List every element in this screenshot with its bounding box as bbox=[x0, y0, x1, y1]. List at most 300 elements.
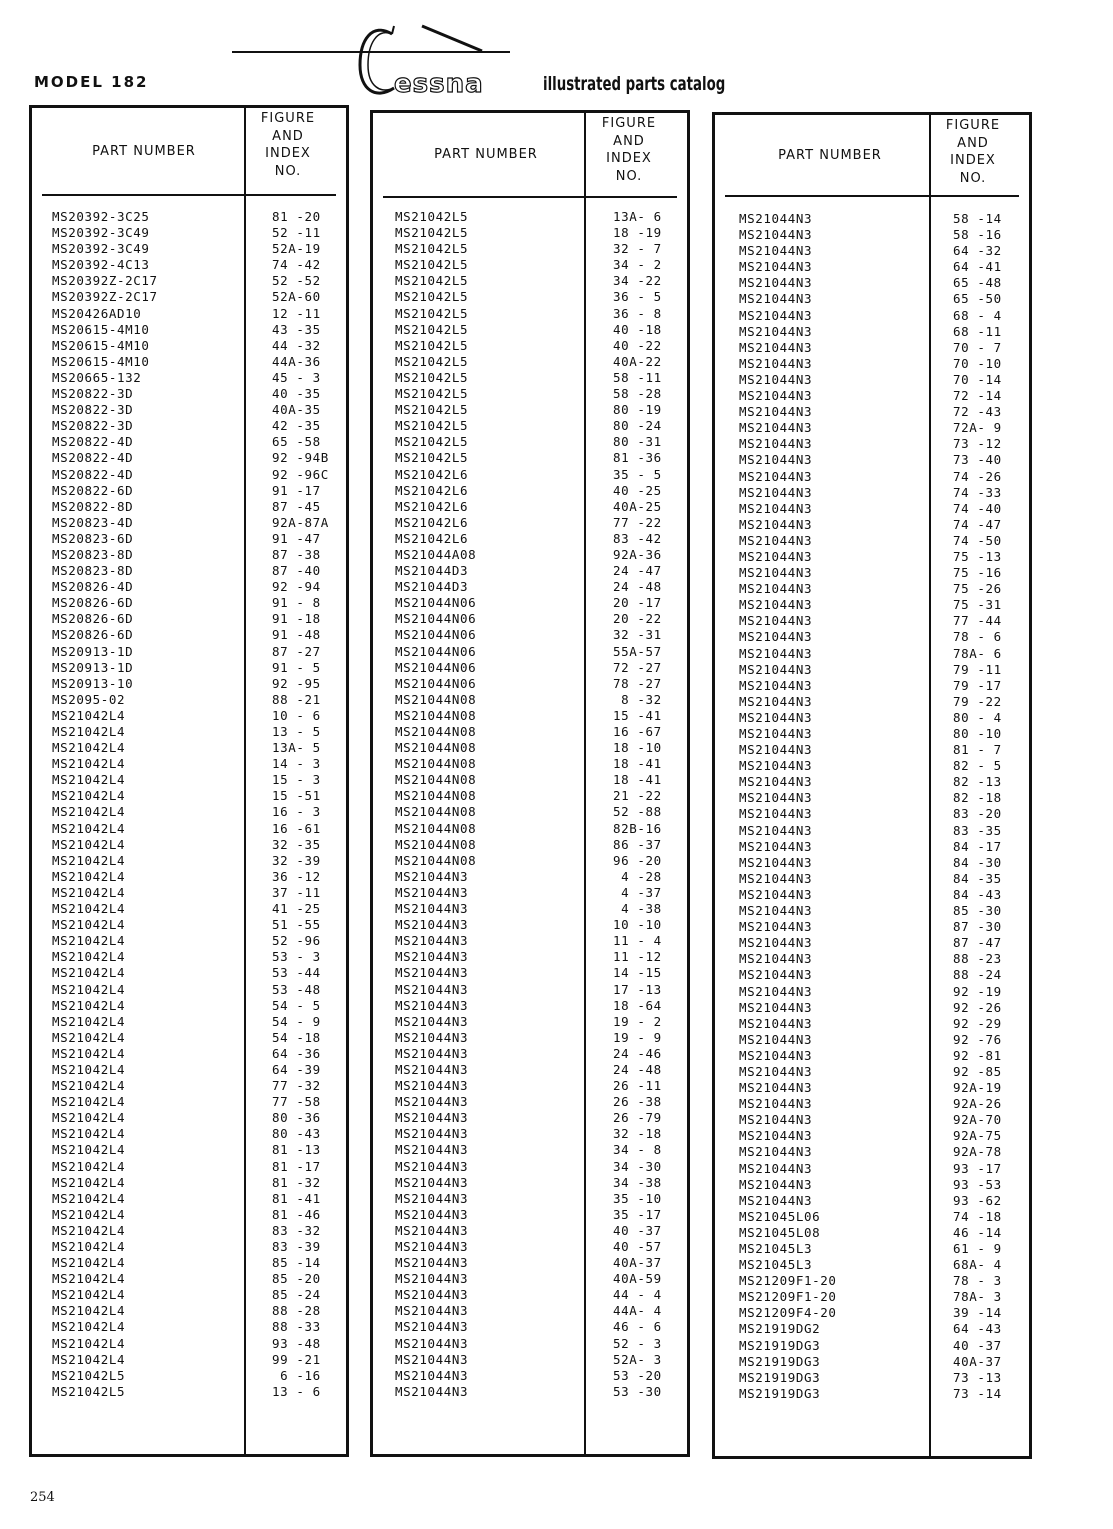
figure-index-cell: 15 -41 bbox=[613, 707, 662, 723]
figure-index-cell: 18 -41 bbox=[613, 772, 662, 788]
part-number-cell: MS21044N3 bbox=[395, 1174, 469, 1190]
part-number-cell: MS21044N3 bbox=[739, 1096, 813, 1112]
figure-index-cell: 53 -30 bbox=[613, 1383, 662, 1399]
part-number-header: PART NUMBER bbox=[434, 147, 538, 162]
figure-index-cell: 35 -10 bbox=[613, 1190, 662, 1206]
part-number-cell: MS21044N3 bbox=[395, 1303, 469, 1319]
figure-index-cell: 58 -28 bbox=[613, 386, 662, 402]
figure-index-cell: 74 -18 bbox=[953, 1208, 1002, 1224]
part-number-cell: MS21042L4 bbox=[52, 1222, 126, 1238]
figure-index-cell: 82 -13 bbox=[953, 774, 1002, 790]
part-number-cell: MS21042L4 bbox=[52, 1061, 126, 1077]
part-number-cell: MS21044N3 bbox=[739, 436, 813, 452]
figure-index-cell: 85 -20 bbox=[272, 1271, 321, 1287]
part-number-header: PART NUMBER bbox=[92, 143, 196, 159]
figure-index-cell: 19 - 9 bbox=[613, 1029, 662, 1045]
part-number-cell: MS20615-4M10 bbox=[52, 337, 150, 353]
part-number-cell: MS21919DG3 bbox=[739, 1369, 821, 1385]
figure-index-cell: 65 -50 bbox=[953, 291, 1002, 307]
part-number-cell: MS21044N3 bbox=[739, 355, 813, 371]
part-number-cell: MS21044N3 bbox=[739, 886, 813, 902]
figure-index-cell: 92 -85 bbox=[953, 1063, 1002, 1079]
part-number-cell: MS20665-132 bbox=[52, 369, 142, 385]
figure-index-cell: 40 -35 bbox=[272, 386, 321, 402]
figure-index-cell: 91 -47 bbox=[272, 530, 321, 546]
part-number-cell: MS21044N3 bbox=[739, 645, 813, 661]
figure-index-cell: 52A-19 bbox=[272, 241, 321, 257]
figure-index-cell: 82 - 5 bbox=[953, 758, 1002, 774]
part-number-cell: MS21044D3 bbox=[395, 579, 469, 595]
part-number-cell: MS21044N3 bbox=[739, 565, 813, 581]
part-number-cell: MS21042L6 bbox=[395, 514, 469, 530]
part-number-cell: MS21042L4 bbox=[52, 756, 126, 772]
part-number-cell: MS21042L5 bbox=[395, 337, 469, 353]
part-number-cell: MS21044N3 bbox=[739, 935, 813, 951]
part-number-cell: MS21044N3 bbox=[739, 1144, 813, 1160]
figure-index-cell: 61 - 9 bbox=[953, 1241, 1002, 1256]
figure-index-cell: 52A- 3 bbox=[613, 1351, 662, 1367]
figure-index-cell: 80 -10 bbox=[953, 726, 1002, 741]
figure-index-cell: 74 -50 bbox=[953, 532, 1002, 548]
figure-index-cell: 34 -38 bbox=[613, 1174, 662, 1190]
part-number-cell: MS21044N3 bbox=[739, 227, 813, 243]
part-number-cell: MS21044N3 bbox=[739, 211, 813, 226]
part-number-cell: MS21044N3 bbox=[395, 1255, 469, 1271]
table-header bbox=[42, 108, 336, 196]
figure-index-cell: 77 -32 bbox=[272, 1078, 321, 1094]
part-number-cell: MS20913-1D bbox=[52, 659, 134, 675]
figure-index-cell: 18 -64 bbox=[613, 997, 662, 1013]
parts-panel-3 bbox=[712, 112, 1032, 1459]
part-number-cell: MS21209F1-20 bbox=[739, 1289, 837, 1305]
part-number-cell: MS21044N3 bbox=[739, 983, 813, 999]
figure-index-cell: 18 -10 bbox=[613, 740, 662, 756]
figure-index-cell: 92 -76 bbox=[953, 1031, 1002, 1047]
part-number-cell: MS21044N3 bbox=[739, 838, 813, 854]
part-number-cell: MS21045L3 bbox=[739, 1257, 813, 1273]
figure-index-cell: 37 -11 bbox=[272, 884, 321, 900]
part-number-cell: MS21042L4 bbox=[52, 772, 126, 788]
part-number-cell: MS20822-3D bbox=[52, 418, 134, 434]
part-number-cell: MS21044N3 bbox=[739, 742, 813, 758]
part-number-cell: MS21044N3 bbox=[395, 949, 469, 965]
figure-index-cell: 92 -19 bbox=[953, 983, 1002, 999]
part-number-cell: MS21042L6 bbox=[395, 498, 469, 514]
part-number-cell: MS21042L4 bbox=[52, 1351, 126, 1367]
figure-index-cell: 73 -13 bbox=[953, 1369, 1002, 1385]
figure-index-cell: 80 -36 bbox=[272, 1110, 321, 1126]
figure-index-cell: 70 -14 bbox=[953, 371, 1002, 387]
part-number-cell: MS21045L06 bbox=[739, 1208, 821, 1224]
part-number-cell: MS21042L4 bbox=[52, 1303, 126, 1319]
part-number-cell: MS21209F1-20 bbox=[739, 1273, 837, 1289]
part-number-cell: MS20826-4D bbox=[52, 579, 134, 595]
part-number-cell: MS21044N3 bbox=[739, 291, 813, 307]
figure-index-cell: 70 -10 bbox=[953, 355, 1002, 371]
figure-index-cell: 92A-26 bbox=[953, 1096, 1002, 1112]
figure-index-cell: 72A- 9 bbox=[953, 420, 1002, 436]
part-number-cell: MS21044N3 bbox=[739, 1128, 813, 1144]
part-number-cell: MS21042L4 bbox=[52, 1206, 126, 1222]
figure-index-cell: 87 -38 bbox=[272, 546, 321, 562]
figure-index-cell: 88 -28 bbox=[272, 1303, 321, 1319]
figure-index-cell: 70 - 7 bbox=[953, 339, 1002, 355]
figure-index-cell: 40 -22 bbox=[613, 337, 662, 353]
part-number-cell: MS20615-4M10 bbox=[52, 321, 150, 337]
part-number-cell: MS21044N3 bbox=[739, 677, 813, 693]
figure-index-cell: 88 -24 bbox=[953, 967, 1002, 983]
parts-panel-1 bbox=[29, 105, 349, 1457]
part-number-cell: MS21042L6 bbox=[395, 482, 469, 498]
figure-index-cell: 73 -40 bbox=[953, 452, 1002, 468]
catalog-title: illustrated parts catalog bbox=[543, 73, 726, 95]
figure-index-cell: 92 -95 bbox=[272, 675, 321, 691]
figure-index-cell: 88 -21 bbox=[272, 691, 321, 707]
figure-index-cell: 87 -27 bbox=[272, 643, 321, 659]
figure-index-cell: 20 -22 bbox=[613, 611, 662, 627]
part-number-cell: MS20913-10 bbox=[52, 675, 134, 691]
part-number-cell: MS21044N3 bbox=[739, 1015, 813, 1031]
figure-index-cell: 92A-78 bbox=[953, 1144, 1002, 1160]
figure-index-cell: 46 -14 bbox=[953, 1224, 1002, 1240]
figure-index-cell: 80 -19 bbox=[613, 402, 662, 418]
figure-index-cell: 8 -32 bbox=[613, 691, 662, 707]
figure-index-cell: 11 -12 bbox=[613, 949, 662, 965]
part-number-cell: MS21044N3 bbox=[395, 884, 469, 900]
figure-index-cell: 44 -32 bbox=[272, 337, 321, 353]
part-number-cell: MS21044N3 bbox=[739, 903, 813, 919]
figure-index-cell: 72 -27 bbox=[613, 659, 662, 675]
figure-index-cell: 65 -48 bbox=[953, 275, 1002, 291]
part-number-cell: MS21042L5 bbox=[395, 434, 469, 450]
figure-index-cell: 24 -46 bbox=[613, 1045, 662, 1061]
part-number-list bbox=[395, 209, 476, 1400]
column-divider bbox=[584, 113, 586, 1454]
part-number-cell: MS21042L4 bbox=[52, 949, 126, 965]
part-number-cell: MS21044N3 bbox=[739, 693, 813, 709]
figure-index-cell: 80 -24 bbox=[613, 418, 662, 434]
figure-index-cell: 53 -44 bbox=[272, 965, 321, 981]
part-number-cell: MS21044N3 bbox=[739, 275, 813, 291]
part-number-cell: MS21042L5 bbox=[52, 1383, 126, 1399]
column-divider bbox=[244, 108, 246, 1454]
figure-index-cell: 77 -58 bbox=[272, 1094, 321, 1110]
part-number-cell: MS21044N3 bbox=[395, 1126, 469, 1142]
part-number-cell: MS21044N3 bbox=[395, 1351, 469, 1367]
figure-index-cell: 41 -25 bbox=[272, 901, 321, 917]
part-number-cell: MS21042L5 bbox=[395, 273, 469, 289]
figure-index-cell: 74 -40 bbox=[953, 500, 1002, 516]
part-number-cell: MS21044N3 bbox=[739, 339, 813, 355]
part-number-cell: MS20822-4D bbox=[52, 466, 134, 482]
part-number-cell: MS21044N3 bbox=[739, 806, 813, 822]
part-number-cell: MS21042L4 bbox=[52, 1287, 126, 1303]
figure-index-cell: 68A- 4 bbox=[953, 1257, 1002, 1273]
figure-index-cell: 78 - 6 bbox=[953, 629, 1002, 645]
part-number-cell: MS21044N3 bbox=[739, 1160, 813, 1176]
part-number-cell: MS21209F4-20 bbox=[739, 1305, 837, 1321]
figure-index-cell: 52 -52 bbox=[272, 273, 321, 289]
part-number-cell: MS20823-6D bbox=[52, 530, 134, 546]
part-number-cell: MS21044N08 bbox=[395, 804, 477, 820]
figure-index-cell: 10 -10 bbox=[613, 917, 662, 933]
figure-index-cell: 32 -39 bbox=[272, 852, 321, 868]
table-header bbox=[725, 115, 1019, 197]
figure-index-cell: 52 -96 bbox=[272, 933, 321, 949]
part-number-cell: MS21044N3 bbox=[395, 868, 469, 884]
figure-index-list bbox=[613, 209, 662, 1400]
part-number-cell: MS21044N3 bbox=[739, 613, 813, 629]
figure-index-cell: 87 -30 bbox=[953, 919, 1002, 935]
part-number-cell: MS21044N3 bbox=[395, 1045, 469, 1061]
page-number: 254 bbox=[30, 1490, 55, 1505]
part-number-cell: MS21044N3 bbox=[739, 468, 813, 484]
figure-index-cell: 79 -22 bbox=[953, 693, 1002, 709]
part-number-cell: MS21042L4 bbox=[52, 820, 126, 836]
part-number-cell: MS20392Z-2C17 bbox=[52, 273, 158, 289]
part-number-cell: MS21042L5 bbox=[395, 386, 469, 402]
part-number-cell: MS20823-8D bbox=[52, 563, 134, 579]
figure-index-cell: 81 -17 bbox=[272, 1158, 321, 1174]
figure-index-cell: 87 -40 bbox=[272, 563, 321, 579]
part-number-cell: MS21044N3 bbox=[739, 967, 813, 983]
figure-index-cell: 79 -11 bbox=[953, 661, 1002, 677]
figure-index-cell: 32 -35 bbox=[272, 836, 321, 852]
part-number-cell: MS21044N3 bbox=[739, 420, 813, 436]
part-number-cell: MS21044N3 bbox=[739, 726, 813, 741]
figure-index-cell: 64 -36 bbox=[272, 1045, 321, 1061]
figure-index-cell: 13A- 6 bbox=[613, 209, 662, 224]
table-header bbox=[383, 113, 677, 198]
part-number-cell: MS21044N08 bbox=[395, 772, 477, 788]
figure-index-cell: 79 -17 bbox=[953, 677, 1002, 693]
figure-index-cell: 40A-37 bbox=[953, 1353, 1002, 1369]
figure-index-cell: 26 -79 bbox=[613, 1110, 662, 1126]
figure-index-header: FIGURE AND INDEX NO. bbox=[601, 116, 657, 184]
figure-index-cell: 92A-75 bbox=[953, 1128, 1002, 1144]
part-number-cell: MS20822-4D bbox=[52, 434, 134, 450]
figure-index-cell: 75 -16 bbox=[953, 565, 1002, 581]
part-number-cell: MS21044N3 bbox=[739, 999, 813, 1015]
part-number-cell: MS21044N3 bbox=[739, 452, 813, 468]
part-number-cell: MS21042L4 bbox=[52, 707, 126, 723]
figure-index-cell: 13 - 6 bbox=[272, 1383, 321, 1399]
figure-index-cell: 81 -36 bbox=[613, 450, 662, 466]
part-number-cell: MS21044N3 bbox=[395, 1271, 469, 1287]
figure-index-cell: 32 -18 bbox=[613, 1126, 662, 1142]
figure-index-cell: 13 - 5 bbox=[272, 724, 321, 739]
part-number-cell: MS21044N3 bbox=[739, 951, 813, 967]
figure-index-cell: 81 -20 bbox=[272, 209, 321, 224]
part-number-cell: MS21042L5 bbox=[395, 241, 469, 257]
part-number-cell: MS21044N06 bbox=[395, 675, 477, 691]
part-number-cell: MS20823-8D bbox=[52, 546, 134, 562]
part-number-cell: MS21042L5 bbox=[395, 450, 469, 466]
part-number-header: PART NUMBER bbox=[778, 147, 882, 163]
figure-index-cell: 12 -11 bbox=[272, 305, 321, 321]
figure-index-cell: 17 -13 bbox=[613, 981, 662, 997]
figure-index-cell: 77 -44 bbox=[953, 613, 1002, 629]
part-number-cell: MS21044N3 bbox=[395, 1239, 469, 1254]
part-number-cell: MS21044N08 bbox=[395, 756, 477, 772]
figure-index-cell: 92 -81 bbox=[953, 1047, 1002, 1063]
part-number-cell: MS20426AD10 bbox=[52, 305, 142, 321]
figure-index-cell: 39 -14 bbox=[953, 1305, 1002, 1321]
part-number-cell: MS21044N3 bbox=[739, 307, 813, 323]
part-number-cell: MS21042L5 bbox=[395, 225, 469, 241]
figure-index-cell: 92A-19 bbox=[953, 1080, 1002, 1096]
part-number-cell: MS21044N08 bbox=[395, 852, 477, 868]
figure-index-cell: 54 - 9 bbox=[272, 1013, 321, 1029]
part-number-cell: MS21044N3 bbox=[739, 243, 813, 259]
figure-index-cell: 36 -12 bbox=[272, 868, 321, 884]
part-number-cell: MS21919DG2 bbox=[739, 1321, 821, 1337]
part-number-cell: MS21044N08 bbox=[395, 836, 477, 852]
figure-index-cell: 92A-36 bbox=[613, 546, 662, 562]
part-number-cell: MS21044N08 bbox=[395, 820, 477, 836]
figure-index-cell: 72 -14 bbox=[953, 388, 1002, 404]
figure-index-cell: 19 - 2 bbox=[613, 1013, 662, 1029]
part-number-cell: MS21044N08 bbox=[395, 724, 477, 739]
part-number-cell: MS21042L4 bbox=[52, 1126, 126, 1142]
figure-index-cell: 15 -51 bbox=[272, 788, 321, 804]
part-number-cell: MS21042L4 bbox=[52, 852, 126, 868]
part-number-cell: MS21044N3 bbox=[739, 597, 813, 613]
figure-index-cell: 34 - 8 bbox=[613, 1142, 662, 1158]
part-number-cell: MS21042L4 bbox=[52, 1174, 126, 1190]
figure-index-cell: 40 -57 bbox=[613, 1239, 662, 1254]
figure-index-cell: 83 -20 bbox=[953, 806, 1002, 822]
part-number-cell: MS21044N3 bbox=[395, 965, 469, 981]
figure-index-cell: 53 -20 bbox=[613, 1367, 662, 1383]
part-number-cell: MS20826-6D bbox=[52, 627, 134, 643]
figure-index-cell: 11 - 4 bbox=[613, 933, 662, 949]
part-number-cell: MS20822-6D bbox=[52, 482, 134, 498]
part-number-cell: MS21042L5 bbox=[395, 209, 469, 224]
part-number-cell: MS20822-3D bbox=[52, 402, 134, 418]
part-number-cell: MS21042L4 bbox=[52, 917, 126, 933]
figure-index-cell: 52 -88 bbox=[613, 804, 662, 820]
figure-index-cell: 91 - 8 bbox=[272, 595, 321, 611]
part-number-cell: MS20392-3C49 bbox=[52, 241, 150, 257]
figure-index-cell: 14 - 3 bbox=[272, 756, 321, 772]
figure-index-cell: 64 -39 bbox=[272, 1061, 321, 1077]
figure-index-cell: 80 -43 bbox=[272, 1126, 321, 1142]
part-number-cell: MS21044N3 bbox=[739, 709, 813, 725]
figure-index-list bbox=[272, 209, 329, 1400]
figure-index-cell: 83 -39 bbox=[272, 1239, 321, 1254]
part-number-cell: MS21044N3 bbox=[395, 1013, 469, 1029]
figure-index-cell: 64 -43 bbox=[953, 1321, 1002, 1337]
figure-index-cell: 36 - 8 bbox=[613, 305, 662, 321]
figure-index-cell: 34 -22 bbox=[613, 273, 662, 289]
figure-index-cell: 93 -17 bbox=[953, 1160, 1002, 1176]
figure-index-cell: 58 -16 bbox=[953, 227, 1002, 243]
parts-panel-2 bbox=[370, 110, 690, 1457]
part-number-cell: MS21042L5 bbox=[395, 305, 469, 321]
part-number-cell: MS21042L5 bbox=[395, 257, 469, 273]
figure-index-cell: 40 -37 bbox=[953, 1337, 1002, 1353]
figure-index-cell: 16 -61 bbox=[272, 820, 321, 836]
figure-index-cell: 83 -35 bbox=[953, 822, 1002, 838]
part-number-cell: MS21044N3 bbox=[739, 404, 813, 420]
part-number-cell: MS21042L4 bbox=[52, 1158, 126, 1174]
part-number-cell: MS21044N3 bbox=[395, 1367, 469, 1383]
figure-index-cell: 72 -43 bbox=[953, 404, 1002, 420]
part-number-cell: MS21042L4 bbox=[52, 1271, 126, 1287]
figure-index-cell: 82 -18 bbox=[953, 790, 1002, 806]
figure-index-cell: 40A-59 bbox=[613, 1271, 662, 1287]
figure-index-cell: 87 -47 bbox=[953, 935, 1002, 951]
figure-index-cell: 58 -14 bbox=[953, 211, 1002, 226]
figure-index-cell: 55A-57 bbox=[613, 643, 662, 659]
figure-index-cell: 92 -26 bbox=[953, 999, 1002, 1015]
part-number-cell: MS21044N3 bbox=[739, 516, 813, 532]
part-number-cell: MS21042L4 bbox=[52, 1029, 126, 1045]
figure-index-cell: 53 - 3 bbox=[272, 949, 321, 965]
part-number-list bbox=[52, 209, 158, 1400]
figure-index-cell: 10 - 6 bbox=[272, 707, 321, 723]
figure-index-cell: 54 - 5 bbox=[272, 997, 321, 1013]
part-number-cell: MS21044N3 bbox=[739, 1047, 813, 1063]
figure-index-cell: 32 -31 bbox=[613, 627, 662, 643]
part-number-cell: MS21042L6 bbox=[395, 466, 469, 482]
figure-index-header: FIGURE AND INDEX NO. bbox=[945, 118, 1001, 186]
part-number-cell: MS21044N3 bbox=[395, 1142, 469, 1158]
part-number-cell: MS21042L4 bbox=[52, 788, 126, 804]
model-label: MODEL 182 bbox=[34, 73, 149, 91]
figure-index-cell: 18 -41 bbox=[613, 756, 662, 772]
figure-index-cell: 58 -11 bbox=[613, 369, 662, 385]
figure-index-cell: 75 -31 bbox=[953, 597, 1002, 613]
part-number-cell: MS20392Z-2C17 bbox=[52, 289, 158, 305]
part-number-cell: MS21044N3 bbox=[739, 1031, 813, 1047]
part-number-cell: MS21042L5 bbox=[395, 321, 469, 337]
part-number-cell: MS21044N3 bbox=[395, 1383, 469, 1399]
figure-index-cell: 83 -32 bbox=[272, 1222, 321, 1238]
figure-index-cell: 64 -32 bbox=[953, 243, 1002, 259]
figure-index-cell: 74 -26 bbox=[953, 468, 1002, 484]
figure-index-cell: 81 -46 bbox=[272, 1206, 321, 1222]
figure-index-cell: 4 -38 bbox=[613, 901, 662, 917]
figure-index-cell: 36 - 5 bbox=[613, 289, 662, 305]
part-number-cell: MS20822-8D bbox=[52, 498, 134, 514]
figure-index-cell: 24 -48 bbox=[613, 1061, 662, 1077]
part-number-cell: MS21042L4 bbox=[52, 1013, 126, 1029]
figure-index-header: FIGURE AND INDEX NO. bbox=[260, 111, 316, 179]
figure-index-cell: 91 -18 bbox=[272, 611, 321, 627]
figure-index-cell: 78 - 3 bbox=[953, 1273, 1002, 1289]
figure-index-cell: 81 -41 bbox=[272, 1190, 321, 1206]
figure-index-cell: 75 -13 bbox=[953, 548, 1002, 564]
figure-index-cell: 74 -42 bbox=[272, 257, 321, 273]
part-number-cell: MS21044N3 bbox=[739, 532, 813, 548]
figure-index-cell: 83 -42 bbox=[613, 530, 662, 546]
figure-index-cell: 92 -29 bbox=[953, 1015, 1002, 1031]
figure-index-cell: 13A- 5 bbox=[272, 740, 321, 756]
figure-index-cell: 44 - 4 bbox=[613, 1287, 662, 1303]
part-number-cell: MS21044N3 bbox=[739, 581, 813, 597]
part-number-cell: MS21042L4 bbox=[52, 884, 126, 900]
part-number-cell: MS21042L5 bbox=[52, 1367, 126, 1383]
figure-index-cell: 78A- 6 bbox=[953, 645, 1002, 661]
figure-index-cell: 78A- 3 bbox=[953, 1289, 1002, 1305]
figure-index-cell: 93 -53 bbox=[953, 1176, 1002, 1192]
figure-index-cell: 35 -17 bbox=[613, 1206, 662, 1222]
figure-index-cell: 40 -37 bbox=[613, 1222, 662, 1238]
part-number-cell: MS20615-4M10 bbox=[52, 353, 150, 369]
part-number-cell: MS21919DG3 bbox=[739, 1337, 821, 1353]
